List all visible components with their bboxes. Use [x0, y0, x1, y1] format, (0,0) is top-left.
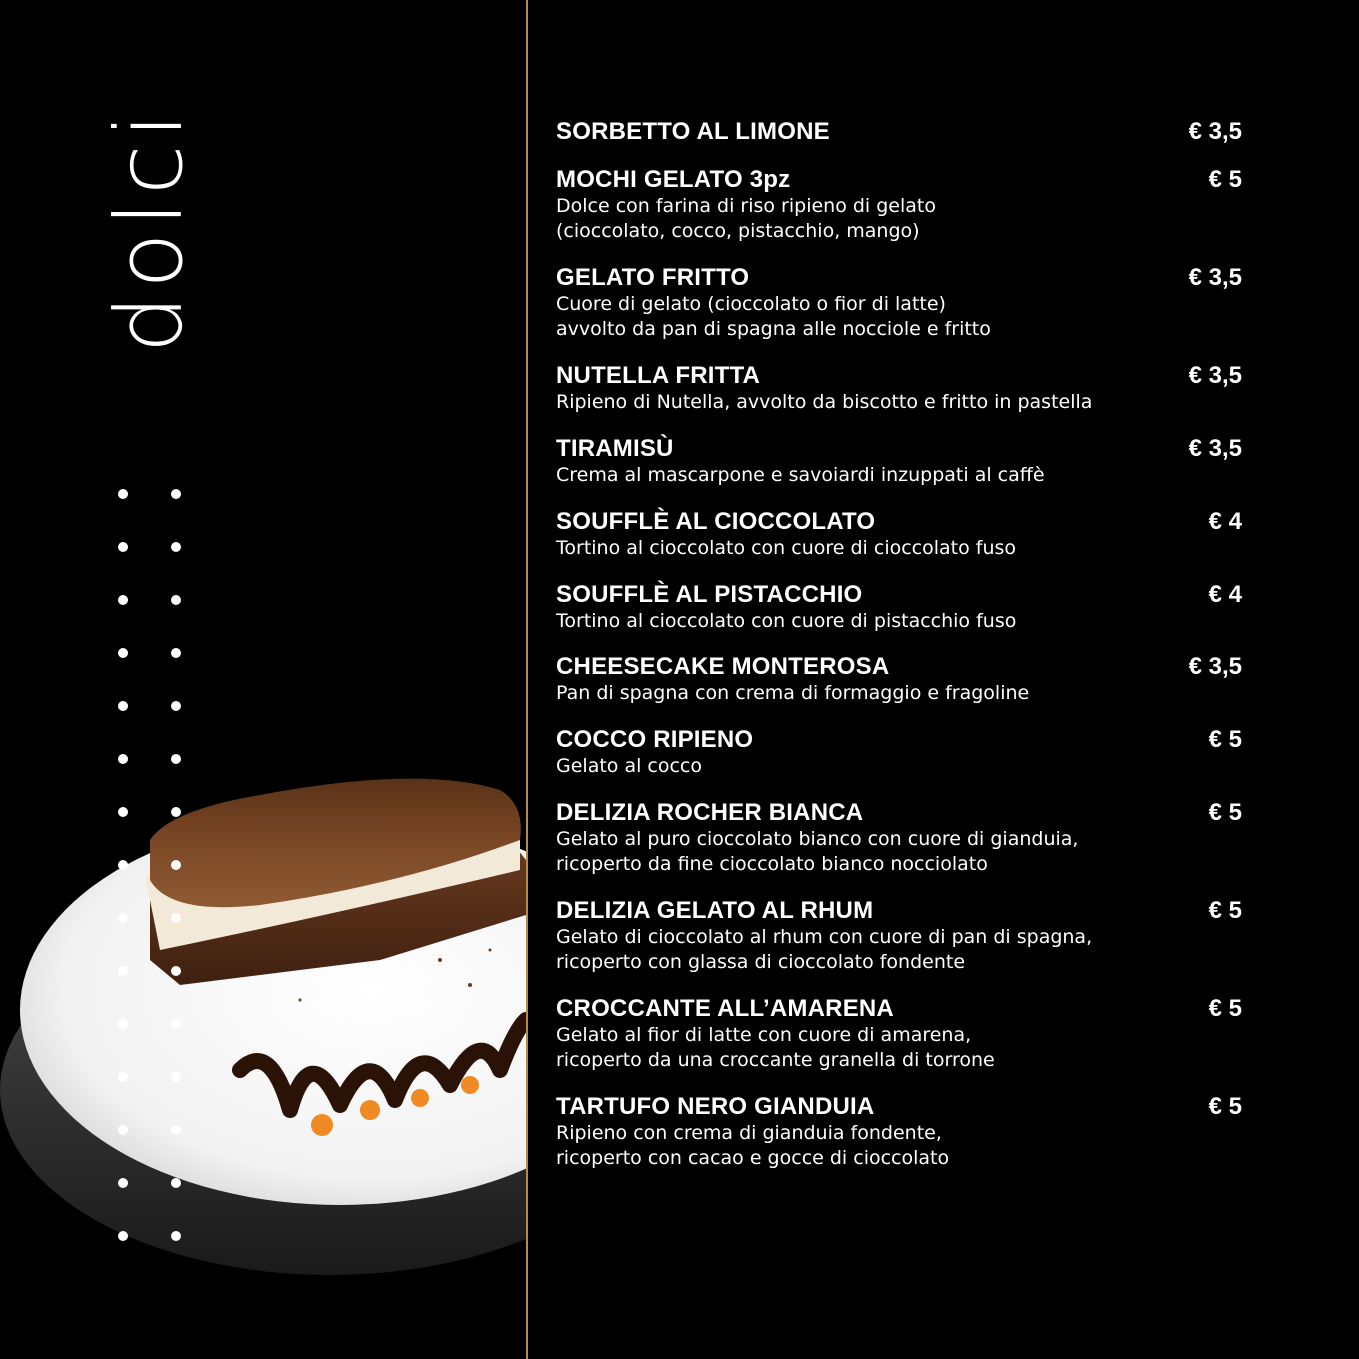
item-name: SORBETTO AL LIMONE — [556, 118, 830, 145]
item-price: € 5 — [1208, 995, 1242, 1022]
item-price: € 3,5 — [1188, 362, 1242, 389]
item-name: TARTUFO NERO GIANDUIA — [556, 1093, 875, 1120]
item-description: Cuore di gelato (cioccolato o fior di latte) — [556, 293, 946, 315]
item-price: € 5 — [1208, 726, 1242, 753]
dot-ornament — [118, 1019, 128, 1029]
dot-ornament — [171, 648, 181, 658]
dot-ornament — [171, 1178, 181, 1188]
item-name: CHEESECAKE MONTEROSA — [556, 653, 890, 680]
menu-title: dolci — [96, 106, 203, 354]
dot-ornament — [118, 1072, 128, 1082]
dot-ornament — [171, 701, 181, 711]
menu-item — [556, 362, 1242, 415]
dot-ornament — [171, 1072, 181, 1082]
dot-ornament — [171, 1231, 181, 1241]
item-description: Ripieno con crema di gianduia fondente, — [556, 1122, 942, 1144]
menu-item — [556, 897, 1242, 975]
item-description: Dolce con farina di riso ripieno di gelato — [556, 195, 936, 217]
item-name: MOCHI GELATO 3pz — [556, 166, 791, 193]
menu-item — [556, 1093, 1242, 1171]
item-description: ricoperto da fine cioccolato bianco nocciolato — [556, 853, 988, 875]
dot-ornament — [118, 913, 128, 923]
dot-ornament — [171, 754, 181, 764]
menu-item — [556, 995, 1242, 1073]
item-name: NUTELLA FRITTA — [556, 362, 761, 389]
dot-ornament — [118, 754, 128, 764]
menu-item — [556, 726, 1242, 779]
item-price: € 3,5 — [1188, 264, 1242, 291]
menu-item — [556, 435, 1242, 488]
dot-ornament — [118, 1178, 128, 1188]
item-description: Gelato al puro cioccolato bianco con cuore di gianduia, — [556, 828, 1079, 850]
item-description: (cioccolato, cocco, pistacchio, mango) — [556, 220, 920, 242]
item-price: € 5 — [1208, 799, 1242, 826]
item-name: SOUFFLÈ AL PISTACCHIO — [556, 581, 863, 608]
item-description: Crema al mascarpone e savoiardi inzuppati al caffè — [556, 464, 1045, 486]
item-description: Gelato al cocco — [556, 755, 702, 777]
menu-item — [556, 581, 1242, 634]
item-price: € 5 — [1208, 166, 1242, 193]
dot-ornament — [171, 1125, 181, 1135]
dot-ornament — [118, 542, 128, 552]
menu-item — [556, 653, 1242, 706]
item-name: DELIZIA GELATO AL RHUM — [556, 897, 874, 924]
item-description: avvolto da pan di spagna alle nocciole e fritto — [556, 318, 991, 340]
dot-ornament — [118, 860, 128, 870]
dot-ornament — [118, 648, 128, 658]
dot-ornament — [118, 701, 128, 711]
item-price: € 4 — [1208, 581, 1242, 608]
dot-ornament — [171, 542, 181, 552]
item-description: Ripieno di Nutella, avvolto da biscotto e fritto in pastella — [556, 391, 1093, 413]
dot-ornament — [171, 489, 181, 499]
item-name: CROCCANTE ALL’AMARENA — [556, 995, 894, 1022]
dot-ornament — [171, 595, 181, 605]
gold-divider-line — [526, 0, 528, 1359]
item-name: GELATO FRITTO — [556, 264, 750, 291]
item-description: Gelato di cioccolato al rhum con cuore di pan di spagna, — [556, 926, 1093, 948]
photo-panel — [0, 0, 526, 1359]
dot-ornament — [171, 807, 181, 817]
dot-ornament — [118, 807, 128, 817]
dot-ornament — [171, 860, 181, 870]
dot-ornament — [118, 595, 128, 605]
dot-ornament — [171, 913, 181, 923]
dot-ornament — [118, 1125, 128, 1135]
item-price: € 5 — [1208, 897, 1242, 924]
dot-ornament — [171, 1019, 181, 1029]
dot-ornament — [171, 966, 181, 976]
item-name: COCCO RIPIENO — [556, 726, 754, 753]
item-price: € 5 — [1208, 1093, 1242, 1120]
menu-item — [556, 799, 1242, 877]
menu-item — [556, 166, 1242, 244]
decorative-dots — [0, 0, 526, 1359]
item-price: € 3,5 — [1188, 435, 1242, 462]
item-description: Pan di spagna con crema di formaggio e fragoline — [556, 682, 1030, 704]
item-name: SOUFFLÈ AL CIOCCOLATO — [556, 508, 876, 535]
item-price: € 4 — [1208, 508, 1242, 535]
dot-ornament — [118, 1231, 128, 1241]
dot-ornament — [118, 489, 128, 499]
item-description: ricoperto con glassa di cioccolato fondente — [556, 951, 966, 973]
item-name: DELIZIA ROCHER BIANCA — [556, 799, 864, 826]
menu-item — [556, 264, 1242, 342]
menu-item — [556, 508, 1242, 561]
menu-item — [556, 118, 1242, 146]
item-description: Tortino al cioccolato con cuore di pistacchio fuso — [556, 610, 1017, 632]
dot-ornament — [118, 966, 128, 976]
item-description: ricoperto con cacao e gocce di cioccolato — [556, 1147, 950, 1169]
item-name: TIRAMISÙ — [556, 435, 674, 462]
item-price: € 3,5 — [1188, 653, 1242, 680]
item-description: Tortino al cioccolato con cuore di cioccolato fuso — [556, 537, 1017, 559]
item-description: ricoperto da una croccante granella di torrone — [556, 1049, 995, 1071]
item-price: € 3,5 — [1188, 118, 1242, 145]
item-description: Gelato al fior di latte con cuore di amarena, — [556, 1024, 972, 1046]
